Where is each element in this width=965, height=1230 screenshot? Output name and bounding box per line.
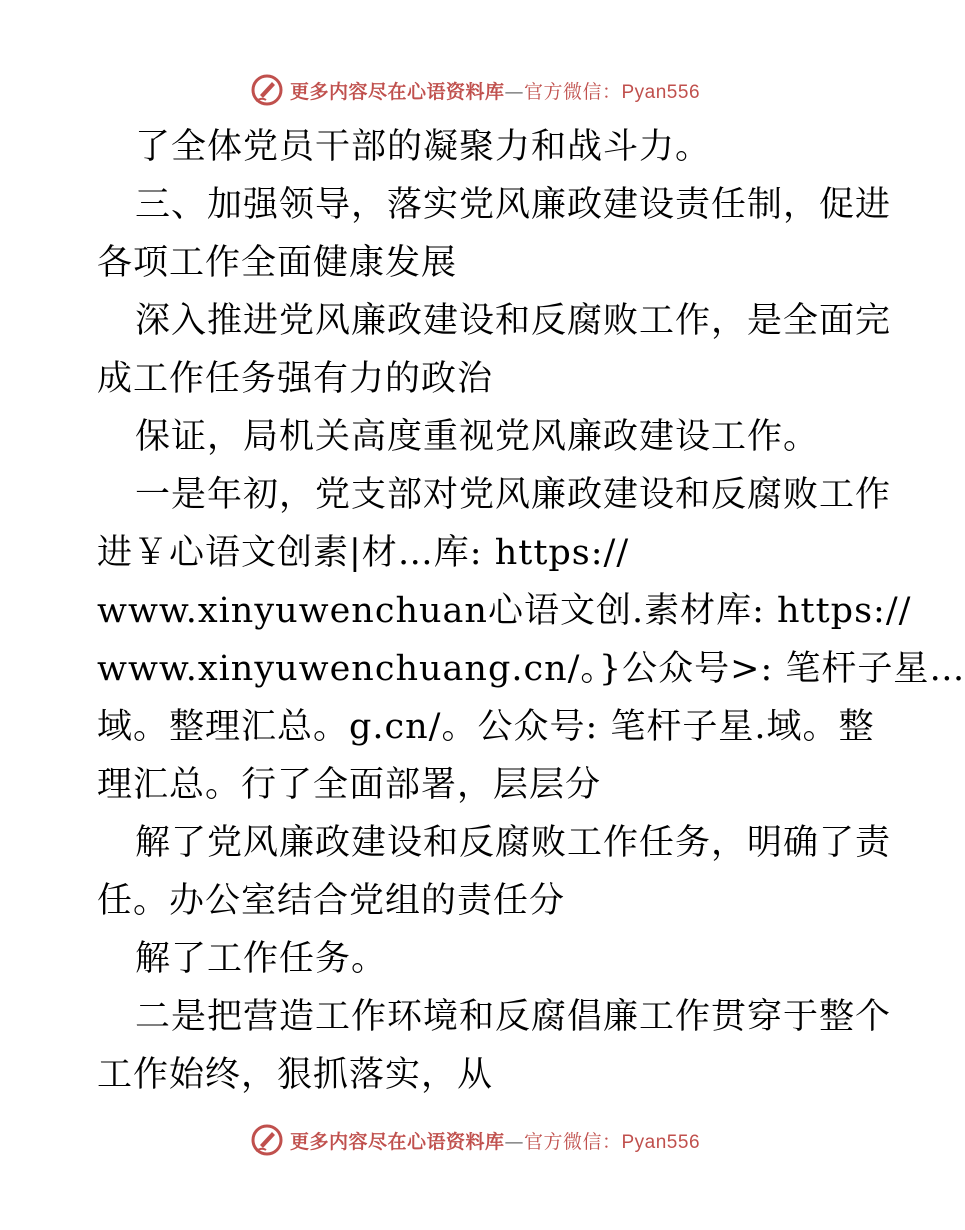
text-line: www.xinyuwenchuang.cn/。}公众号>: 笔杆子星… xyxy=(97,649,965,689)
text-line: 深入推进党风廉政建设和反腐败工作，是全面完 xyxy=(135,301,892,341)
text-line: 任。办公室结合党组的责任分 xyxy=(97,881,566,921)
watermark-wechat-label: 官方微信： xyxy=(523,80,622,103)
text-line: 三、加强领导，落实党风廉政建设责任制，促进 xyxy=(135,185,892,225)
watermark-separator: — xyxy=(504,1130,524,1153)
watermark-wechat-id: Pyan556 xyxy=(621,81,701,103)
text-line: 了全体党员干部的凝聚力和战斗力。 xyxy=(135,127,712,167)
text-line: 保证，局机关高度重视党风廉政建设工作。 xyxy=(135,417,820,457)
text-line: 解了党风廉政建设和反腐败工作任务，明确了责 xyxy=(135,823,892,863)
text-line: 进￥心语文创素|材…库: https:// xyxy=(97,533,630,573)
watermark-wechat-label: 官方微信： xyxy=(523,1130,622,1153)
watermark-wechat-id: Pyan556 xyxy=(621,1131,701,1153)
watermark-text xyxy=(290,77,700,104)
seal-logo-icon xyxy=(250,1123,284,1157)
document-body xyxy=(97,118,965,1104)
text-line: www.xinyuwenchuan心语文创.素材库: https:// xyxy=(97,591,912,631)
text-line: 成工作任务强有力的政治 xyxy=(97,359,494,399)
text-line: 域。整理汇总。g.cn/。公众号: 笔杆子星.域。整 xyxy=(97,707,875,747)
footer-watermark xyxy=(0,1120,950,1160)
seal-logo-icon xyxy=(250,73,284,107)
text-line: 解了工作任务。 xyxy=(135,939,388,979)
watermark-text xyxy=(290,1127,700,1154)
text-line: 理汇总。行了全面部署，层层分 xyxy=(97,765,602,805)
text-line: 各项工作全面健康发展 xyxy=(97,243,458,283)
text-line: 二是把营造工作环境和反腐倡廉工作贯穿于整个 xyxy=(135,997,892,1037)
watermark-separator: — xyxy=(504,80,524,103)
watermark-main: 更多内容尽在心语资料库 xyxy=(289,80,505,103)
text-line: 工作始终，狠抓落实，从 xyxy=(97,1055,494,1095)
text-line: 一是年初，党支部对党风廉政建设和反腐败工作 xyxy=(135,475,892,515)
watermark-main: 更多内容尽在心语资料库 xyxy=(289,1130,505,1153)
header-watermark xyxy=(0,70,950,110)
